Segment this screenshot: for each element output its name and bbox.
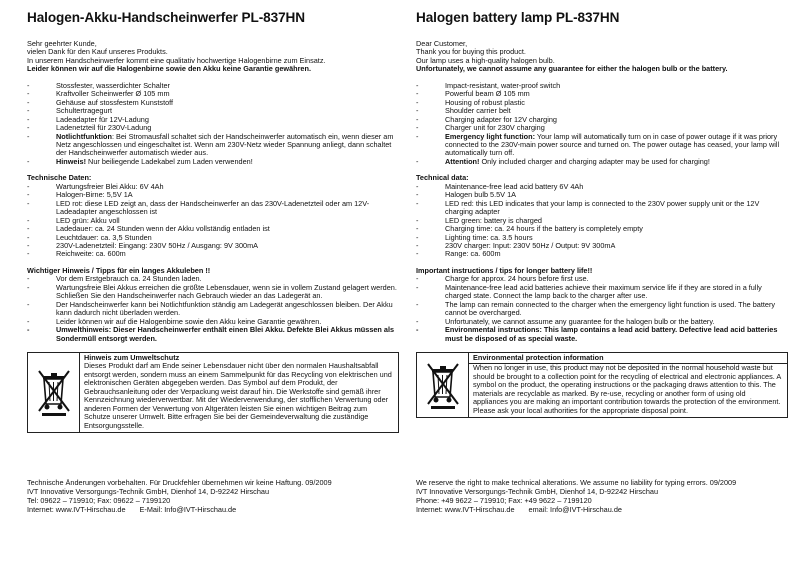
note-text: Only included charger and charging adapter may be used for charging!	[479, 156, 710, 166]
emergency-text: : Bei Stromausfall schaltet sich der Handscheinwerfer automatisch ein, wenn dieser am Netz angeschlossen und eingeschaltet ist. Wenn am 230V-Netz wieder Spannung anliegt, dann schaltet der Handscheinwerfer automatisch wieder aus.	[56, 131, 394, 158]
english-guarantee-note: Unfortunately, we cannot assume any guarantee for either the halogen bulb or the battery.	[416, 64, 728, 74]
german-intro	[27, 40, 399, 74]
feature-item: - Gehäuse auf stossfestem Kunststoff	[27, 99, 399, 107]
feature-item: - Kraftvoller Scheinwerfer Ø 105 mm	[27, 90, 399, 98]
english-environment-text: When no longer in use, this product may not be deposited in the normal household waste but should be brought to a collection point for the recycling of electrical and electronic appliances. A symbol on the product, the operating instructions or the packaging draws attention to this. The materials are recyclable as marked. By re-use, recycling or another form of using old appliances you are making an important contribution towards the protection of the environment. Please ask your local authorities for the appropriate disposal point.	[473, 363, 781, 415]
german-footer-phone: Tel: 09622 – 719910; Fax: 09622 – 7199120	[27, 495, 171, 505]
tech-item: - Charging time: ca. 24 hours if the battery is completely empty	[416, 225, 788, 233]
tech-item: - Maintenance-free lead acid battery 6V 4Ah	[416, 183, 788, 191]
tech-item: - Lighting time: ca. 3.5 hours	[416, 234, 788, 242]
note-label: Hinweis!	[56, 156, 87, 166]
tech-item: - Range: ca. 600m	[416, 250, 788, 258]
english-environment-title: Environmental protection information	[469, 354, 787, 364]
english-greeting: Dear Customer,	[416, 39, 468, 48]
german-environment-text-cell	[80, 353, 398, 432]
german-footer-internet: Internet: www.IVT-Hirschau.de	[27, 504, 126, 514]
note-label: Attention!	[445, 156, 480, 166]
english-footer-company: IVT Innovative Versorgungs-Technik GmbH, Dienhof 14, D-92242 Hirschau	[416, 486, 659, 496]
english-footer	[416, 479, 788, 515]
tech-item: - LED rot: diese LED zeigt an, dass der Handscheinwerfer an das 230V-Ladenetzteil oder am 12V-Ladeadapter angeschlossen ist	[27, 200, 399, 217]
emergency-text: Your lamp will automatically turn on in case of power outage if it was priory connected to the 230V-main power source and turned on. The power outage has ceased, your lamp will automatically turn off.	[445, 131, 780, 158]
tip-item: - Maintenance-free lead acid batteries achieve their maximum service life if they are stored in a fully charged state. Connect the lamp back to the charger after use.	[416, 284, 788, 301]
tech-item: - 230V-Ladenetzteil: Eingang: 230V 50Hz / Ausgang: 9V 300mA	[27, 242, 399, 250]
english-footer-disclaimer: We reserve the right to make technical alterations. We assume no liability for typing errors. 09/2009	[416, 478, 737, 487]
english-tech-list	[416, 183, 788, 259]
german-feature-list	[27, 82, 399, 167]
german-tips-list	[27, 275, 399, 343]
tip-item: - Charge for approx. 24 hours before first use.	[416, 275, 788, 283]
english-environment-box	[416, 352, 788, 418]
tip-item: - Leider können wir auf die Halogenbirne sowie den Akku keine Garantie gewähren.	[27, 318, 399, 326]
german-footer	[27, 479, 399, 515]
tip-item: - The lamp can remain connected to the charger when the emergency light function is used. The battery cannot be overcharged.	[416, 301, 788, 318]
feature-item-emergency	[416, 133, 788, 158]
crossed-out-wheelie-bin-icon	[37, 367, 71, 417]
tip-item: - Unfortunately, we cannot assume any guarantee for the halogen bulb or the battery.	[416, 318, 788, 326]
german-weee-cell	[28, 353, 80, 432]
feature-item: - Ladenetzteil für 230V-Ladung	[27, 124, 399, 132]
feature-item: - Charger unit for 230V charging	[416, 124, 788, 132]
english-footer-internet: Internet: www.IVT-Hirschau.de	[416, 504, 515, 514]
crossed-out-wheelie-bin-icon	[426, 360, 460, 410]
feature-item: - Impact-resistant, water-proof switch	[416, 82, 788, 90]
feature-item: - Shoulder carrier belt	[416, 107, 788, 115]
english-footer-email: email: Info@IVT-Hirschau.de	[528, 504, 622, 514]
english-title: Halogen battery lamp PL-837HN	[416, 10, 620, 25]
tip-item: - Wartungsfreie Blei Akkus erreichen die größte Lebensdauer, wenn sie in vollem Zustand gelagert werden. Schließen Sie den Handscheinwerfer nach Gebrauch wieder an das Ladegerät an.	[27, 284, 399, 301]
tech-item: - LED red: this LED indicates that your lamp is connected to the 230V power supply unit or the 12V charging adapter	[416, 200, 788, 217]
tech-item: - LED grün: Akku voll	[27, 217, 399, 225]
feature-item-note	[416, 158, 788, 166]
german-footer-email: E-Mail: Info@IVT-Hirschau.de	[139, 504, 237, 514]
german-environment-box	[27, 352, 399, 433]
feature-item: - Powerful beam Ø 105 mm	[416, 90, 788, 98]
emergency-label: Notlichtfunktion	[56, 131, 112, 141]
feature-item: - Stossfester, wasserdichter Schalter	[27, 82, 399, 90]
feature-item: - Charging adapter for 12V charging	[416, 116, 788, 124]
note-text: Nur beiliegende Ladekabel zum Laden verwenden!	[86, 156, 253, 166]
tech-item: - 230V charger: Input: 230V 50Hz / Output: 9V 300mA	[416, 242, 788, 250]
german-column	[27, 10, 399, 433]
english-environment-text-cell	[469, 353, 787, 417]
tip-item: - Der Handscheinwerfer kann bei Notlichtfunktion ständig am Ladegerät angeschlossen bleiben. Der Akku kann dadurch nicht überladen werden.	[27, 301, 399, 318]
german-environment-text: Dieses Produkt darf am Ende seiner Lebensdauer nicht über den normalen Haushaltsabfall entsorgt werden, sondern muss an einem Sammelpunkt für das Recycling von elektrischen und elektronischen Geräten abgegeben werden. Das Symbol auf dem Produkt, der Gebrauchsanleitung oder der Verpackung weist darauf hin. Die Werkstoffe sind gemäß ihrer Kennzeichnung wiederverwertbar. Mit der Wiederverwendung, der stofflichen Verwertung oder anderen Formen der Verwertung von Altgeräten leisten Sie einen wichtigen Beitrag zum Schutze unserer Umwelt. Bitte erfragen Sie bei der Gemeindeverwaltung die zuständige Entsorgungsstelle.	[84, 361, 392, 430]
german-guarantee-note: Leider können wir auf die Halogenbirne sowie den Akku keine Garantie gewähren.	[27, 64, 311, 74]
english-footer-phone: Phone: +49 9622 – 719910; Fax: +49 9622 – 7199120	[416, 495, 592, 505]
german-tips-heading: Wichtiger Hinweis / Tipps für ein langes Akkuleben !!	[27, 265, 211, 275]
tech-item: - Reichweite: ca. 600m	[27, 250, 399, 258]
tech-item: - Leuchtdauer: ca. 3,5 Stunden	[27, 234, 399, 242]
english-feature-list	[416, 82, 788, 167]
german-bulb-info: In unserem Handscheinwerfer kommt eine qualitativ hochwertige Halogenbirne zum Einsatz.	[27, 55, 326, 65]
tech-item: - Wartungsfreier Blei Akku: 6V 4Ah	[27, 183, 399, 191]
feature-item: - Housing of robust plastic	[416, 99, 788, 107]
english-tech-heading: Technical data:	[416, 173, 469, 183]
english-column	[416, 10, 788, 418]
german-tech-heading: Technische Daten:	[27, 173, 92, 183]
english-footer-contact	[416, 506, 788, 515]
feature-item: - Ladeadapter für 12V-Ladung	[27, 116, 399, 124]
tech-item: - LED green: battery is charged	[416, 217, 788, 225]
german-title: Halogen-Akku-Handscheinwerfer PL-837HN	[27, 10, 305, 25]
german-environment-title: Hinweis zum Umweltschutz	[84, 352, 180, 362]
english-thanks: Thank you for buying this product.	[416, 47, 526, 57]
tech-item: - Ladedauer: ca. 24 Stunden wenn der Akku vollständig entladen ist	[27, 225, 399, 233]
tip-item-environment: - Umwelthinweis: Dieser Handscheinwerfer enthält einen Blei Akku. Defekte Blei Akkus müssen als Sondermüll entsorgt werden.	[27, 326, 399, 343]
tech-item: - Halogen bulb 5.5V 1A	[416, 191, 788, 199]
german-thanks: vielen Dank für den Kauf unseres Produkts.	[27, 47, 168, 57]
feature-item-emergency	[27, 133, 399, 158]
tip-item: - Vor dem Erstgebrauch ca. 24 Stunden laden.	[27, 275, 399, 283]
english-intro	[416, 40, 788, 74]
german-footer-company: IVT Innovative Versorgungs-Technik GmbH, Dienhof 14, D-92242 Hirschau	[27, 486, 270, 496]
emergency-label: Emergency light function:	[445, 131, 535, 141]
german-greeting: Sehr geehrter Kunde,	[27, 39, 97, 48]
english-bulb-info: Our lamp uses a high-quality halogen bulb.	[416, 55, 555, 65]
english-tips-heading: Important instructions / tips for longer battery life!!	[416, 265, 593, 275]
tech-item: - Halogen-Birne: 5,5V 1A	[27, 191, 399, 199]
german-footer-contact	[27, 506, 399, 515]
feature-item: - Schultertragegurt	[27, 107, 399, 115]
german-tech-list	[27, 183, 399, 259]
german-footer-disclaimer: Technische Änderungen vorbehalten. Für Druckfehler übernehmen wir keine Haftung. 09/2009	[27, 478, 332, 487]
english-weee-cell	[417, 353, 469, 417]
english-tips-list	[416, 275, 788, 343]
tip-item-environment: - Environmental instructions: This lamp contains a lead acid battery. Defective lead acid batteries must be disposed of as special waste.	[416, 326, 788, 343]
feature-item-note	[27, 158, 399, 166]
